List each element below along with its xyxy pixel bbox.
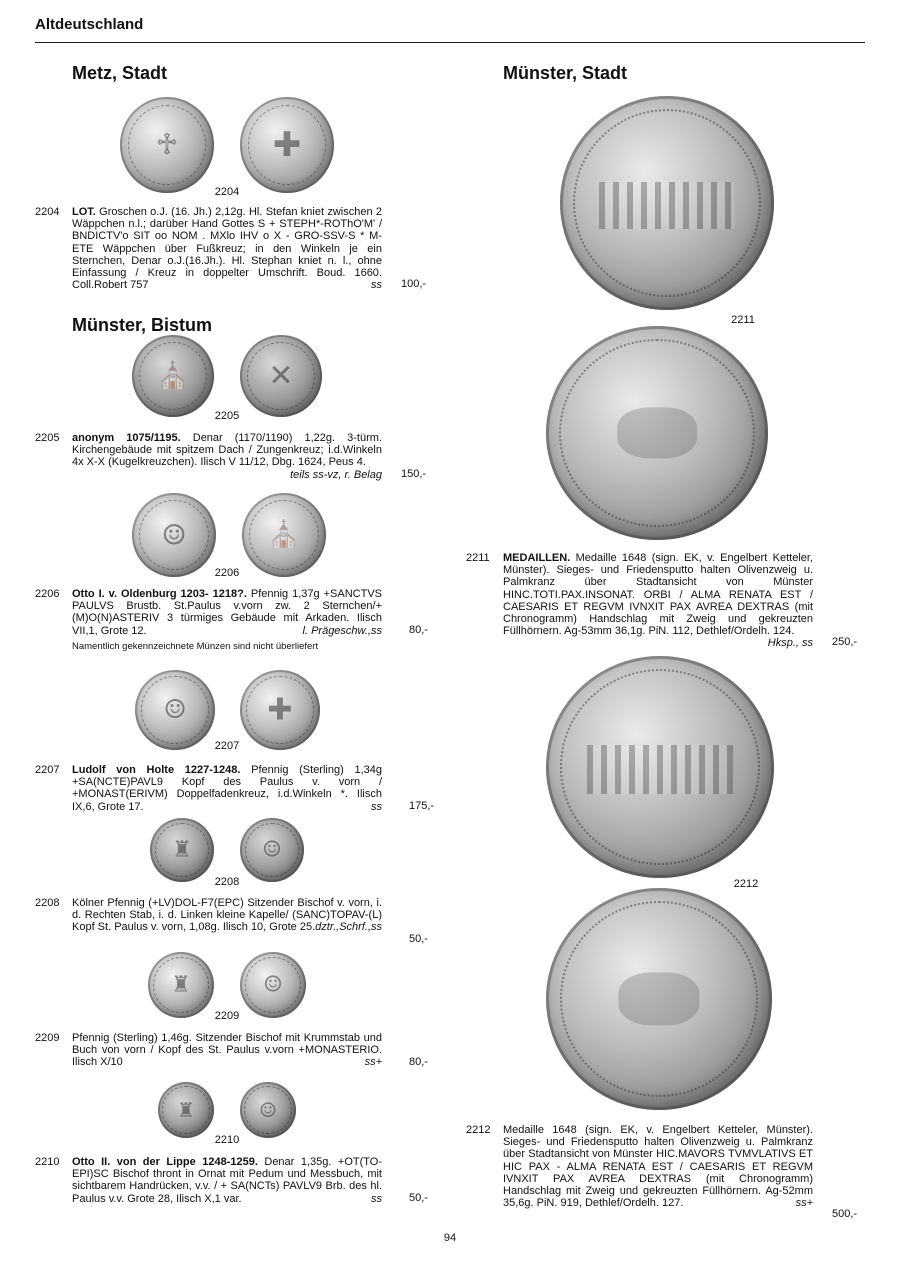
coin-image-2210-obverse: ♜ bbox=[158, 1082, 214, 1138]
lot-number: 2208 bbox=[35, 897, 60, 909]
image-label-2204: 2204 bbox=[214, 186, 240, 198]
lot-grade: ss bbox=[371, 800, 382, 813]
lot-text: Medaille 1648 (sign. EK, v. Engelbert Ketteler, Münster). Sieges- und Friedensputto halten Olivenzweig u. Palmkranz über Stadtansicht von Münster HIC.MAVORS TVMVLATIVS ET HIC PAX - ALMA RENATA EST / CAESARIS ET REGVM IVNXIT PAX AVREA DEXTRAS (mit Chronogramm) Handschlag mit Zweig und gekreuzten Füllhörnern. Ag-52mm 35,6g. PiN. 919, Dethlef/Ordelh. 127. bbox=[503, 1124, 813, 1210]
lot-description bbox=[72, 764, 382, 813]
lot-price: 80,- bbox=[409, 624, 428, 636]
image-label-2209: 2209 bbox=[214, 1010, 240, 1022]
image-label-2206: 2206 bbox=[214, 567, 240, 579]
lot-entry-2205 bbox=[35, 432, 430, 484]
image-label-2205: 2205 bbox=[214, 410, 240, 422]
medal-image-2212-obverse bbox=[546, 656, 774, 878]
coin-image-2204-reverse: ✚ bbox=[240, 97, 334, 193]
lot-entry-2210 bbox=[35, 1156, 430, 1208]
header-rule bbox=[35, 42, 865, 43]
coin-image-2205-obverse: ⛪ bbox=[132, 335, 214, 417]
page-header-title: Altdeutschland bbox=[35, 16, 144, 33]
lot-number: 2206 bbox=[35, 588, 60, 600]
lot-entry-2204 bbox=[35, 206, 430, 296]
coin-image-2209-reverse: ☺ bbox=[240, 952, 306, 1018]
lot-text: Pfennig 1,37g +SANCTVS PAULVS Brustb. St.Paulus v.vorn zw. 2 Sternchen/+(M)O(N)ASTERIV 3 türmiges Gebäude mit Arkaden. Ilisch VII,1, Grote 12. bbox=[72, 588, 383, 637]
coin-image-2204-obverse: ♱ bbox=[120, 97, 214, 193]
lot-description bbox=[72, 588, 382, 637]
lot-grade: ss bbox=[371, 1192, 382, 1205]
page-number: 94 bbox=[443, 1232, 457, 1244]
lot-price: 250,- bbox=[832, 636, 858, 648]
lot-price: 50,- bbox=[409, 933, 428, 945]
medal-image-2211-reverse bbox=[546, 326, 768, 540]
lot-description bbox=[72, 1156, 382, 1205]
lot-title: Ludolf von Holte 1227-1248. bbox=[72, 764, 241, 776]
lot-grade: l. Prägeschw.,ss bbox=[302, 624, 382, 637]
lot-title: MEDAILLEN. bbox=[503, 552, 571, 564]
coin-image-2206-reverse: ⛪ bbox=[242, 493, 326, 577]
lot-number: 2211 bbox=[466, 552, 490, 564]
lot-entry-2211 bbox=[466, 552, 866, 652]
lot-price: 175,- bbox=[409, 800, 435, 812]
lot-title: Otto II. von der Lippe 1248-1259. bbox=[72, 1156, 258, 1168]
coin-image-2207-reverse: ✚ bbox=[240, 670, 320, 750]
coin-image-2205-reverse: ✕ bbox=[240, 335, 322, 417]
lot-price: 50,- bbox=[409, 1192, 428, 1204]
image-label-2208: 2208 bbox=[214, 876, 240, 888]
lot-text: Pfennig (Sterling) 1,34g +SA(NCTE)PAVL9 Kopf des Paulus v. vorn / +MONAST(ERIVM) Doppelfadenkreuz, i.d.Winkeln *. Ilisch IX,6, Grote 17. bbox=[72, 764, 382, 813]
lot-entry-2212 bbox=[466, 1124, 866, 1224]
lot-number: 2204 bbox=[35, 206, 60, 218]
lot-grade: ss+ bbox=[364, 1056, 382, 1069]
lot-text: Medaille 1648 (sign. EK, v. Engelbert Ketteler, Münster). Sieges- und Friedensputto halten Olivenzweig u. Palmkranz über Stadtansicht von Münster HINC.TOTI.PAX.INSONAT. ORBI / ALMA RENATA EST / CAESARIS ET REGVM IVNXIT PAX AVREA DEXTRAS (mit Chronogramm) Handschlag mit Zweig und gekreuzten Füllhörnern. Ag-53mm 36,1g. PiN. 112, Dethlef/Ordelh. 124. bbox=[503, 552, 813, 638]
coin-image-2206-obverse: ☺ bbox=[132, 493, 216, 577]
lot-title: Otto I. v. Oldenburg 1203- 1218?. bbox=[72, 588, 247, 600]
lot-text: Denar 1,35g. +OT(TO-EPI)SC Bischof thront in Ornat mit Pedum und Messbuch, mit sichtbarem Handrücken, v.v. / + SA(NCTs) PAVLV9 Brb. des hl. Paulus v.v. Grote 28, Ilisch X,1 var. bbox=[72, 1156, 382, 1205]
lot-price: 150,- bbox=[401, 468, 427, 480]
lot-text: Denar (1170/1190) 1,22g. 3-türm. Kirchengebäude mit spitzem Dach / Zungenkreuz; i.d.Winkeln 4x X-X (Kugelkreuzchen). Ilisch V 11/12, Dbg. 1624, Peus 4. bbox=[72, 432, 382, 469]
medal-image-2212-reverse bbox=[546, 888, 772, 1110]
lot-number: 2209 bbox=[35, 1032, 60, 1044]
section-title-muenster-bistum: Münster, Bistum bbox=[72, 315, 213, 335]
lot-description bbox=[72, 897, 382, 934]
lot-grade: Hksp., ss bbox=[767, 637, 813, 650]
section-title-metz: Metz, Stadt bbox=[72, 63, 168, 83]
lot-description bbox=[503, 552, 813, 650]
coin-image-2209-obverse: ♜ bbox=[148, 952, 214, 1018]
lot-grade: teils ss-vz, r. Belag bbox=[290, 468, 382, 481]
lot-text: Kölner Pfennig (+LV)DOL-F7(EPC) Sitzender Bischof v. vorn, i. d. Rechten Stab, i. d. Linken kleine Kapelle/ (SANC)TOPAV-(L) Kopf St. Paulus v. vorn, 1,08g. Ilisch 10, Grote 25. bbox=[72, 897, 382, 934]
lot-text: Pfennig (Sterling) 1,46g. Sitzender Bischof mit Krummstab und Buch von vorn / Kopf des St. Paulus v.vorn +MONASTERIO. Ilisch X/10 bbox=[72, 1032, 382, 1069]
image-label-2211: 2211 bbox=[731, 314, 755, 326]
lot-price: 500,- bbox=[832, 1208, 858, 1220]
lot-title: anonym 1075/1195. bbox=[72, 432, 181, 444]
lot-grade: ss+ bbox=[795, 1197, 813, 1210]
lot-description bbox=[72, 206, 382, 291]
lot-description bbox=[72, 432, 382, 481]
image-label-2210: 2210 bbox=[214, 1134, 240, 1146]
lot-price: 80,- bbox=[409, 1056, 428, 1068]
coin-image-2208-reverse: ☺ bbox=[240, 818, 304, 882]
lot-grade: dztr.,Schrf.,ss bbox=[315, 921, 382, 934]
image-label-2212: 2212 bbox=[733, 878, 759, 890]
medal-image-2211-obverse bbox=[560, 96, 774, 310]
coin-image-2207-obverse: ☺ bbox=[135, 670, 215, 750]
coin-image-2210-reverse: ☺ bbox=[240, 1082, 296, 1138]
section-title-muenster-stadt: Münster, Stadt bbox=[503, 63, 628, 83]
lot-grade: ss bbox=[371, 279, 382, 292]
lot-title: LOT. bbox=[72, 206, 96, 218]
lot-description bbox=[72, 1032, 382, 1069]
image-label-2207: 2207 bbox=[214, 740, 240, 752]
lot-entry-2208 bbox=[35, 897, 430, 949]
lot-number: 2205 bbox=[35, 432, 60, 444]
lot-number: 2212 bbox=[466, 1124, 491, 1136]
lot-price: 100,- bbox=[401, 278, 427, 290]
lot-entry-2206 bbox=[35, 588, 430, 638]
lot-entry-2207 bbox=[35, 764, 435, 814]
coin-image-2208-obverse: ♜ bbox=[150, 818, 214, 882]
lot-entry-2209 bbox=[35, 1032, 430, 1072]
footnote: Namentlich gekennzeichnete Münzen sind nicht überliefert bbox=[72, 641, 319, 652]
lot-number: 2207 bbox=[35, 764, 60, 776]
lot-number: 2210 bbox=[35, 1156, 60, 1168]
lot-description bbox=[503, 1124, 813, 1209]
lot-text: Groschen o.J. (16. Jh.) 2,12g. Hl. Stefan kniet zwischen 2 Wäppchen n.l.; darüber Hand Gottes S + STEPH*-ROThO'M' / BNDICTV'o SIT oo NOM . MXlo IHV o X - GRO-SSV-S * M-ETE Wäppchen über Fußkreuz; in den Winkeln je ein Sternchen, Denar o.J.(16.Jh.). Hl. Stephan kniet n. l., ohne Einfassung / Kreuz in doppelter Umschrift. Boud. 1660. Coll.Robert 757 bbox=[72, 206, 383, 292]
